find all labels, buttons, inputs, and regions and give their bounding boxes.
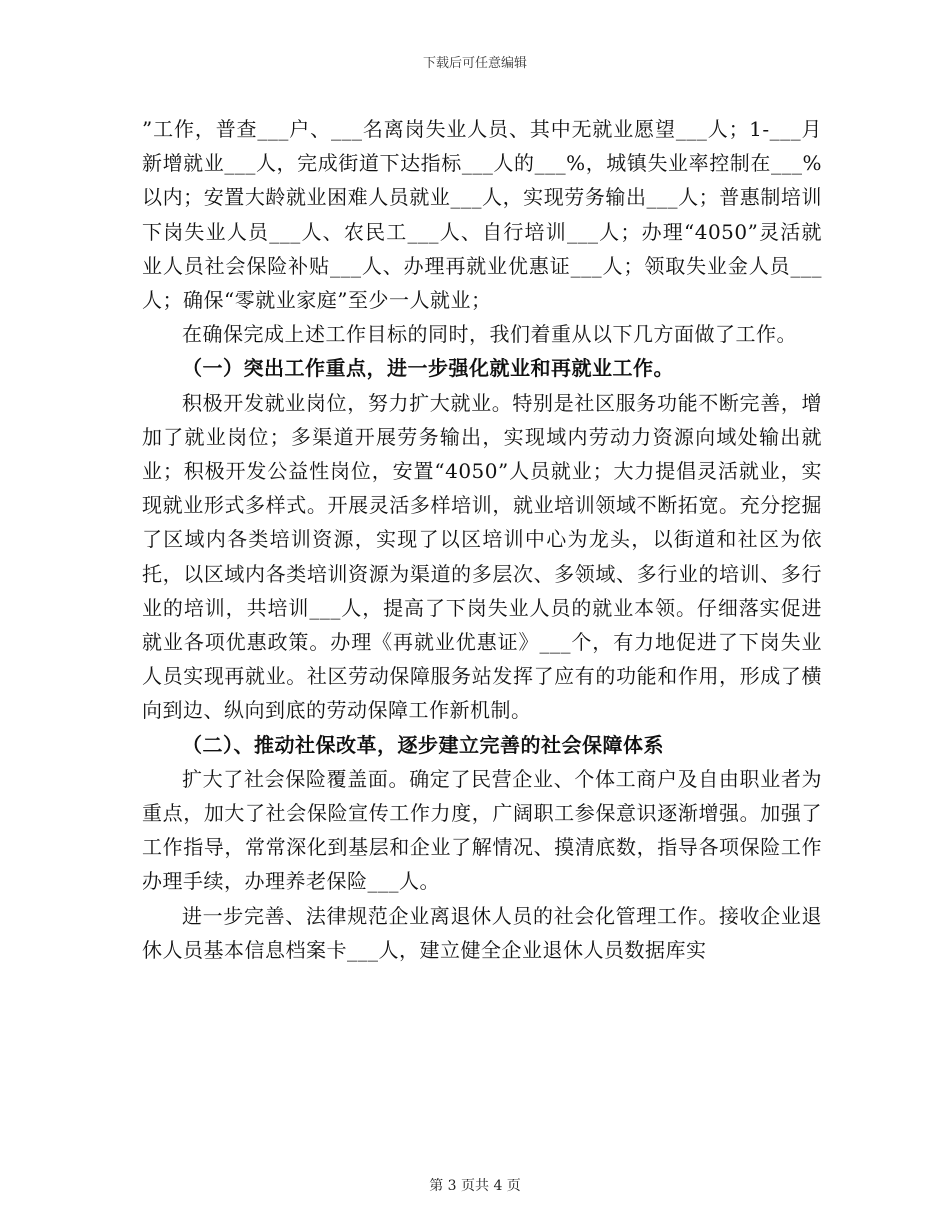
section-heading-employment: （一）突出工作重点，进一步强化就业和再就业工作。: [182, 356, 674, 381]
paragraph-retiree-management: 进一步完善、法律规范企业离退休人员的社会化管理工作。接收企业退休人员基本信息档案卡___人，建立健全企业退休人员数据库实: [142, 903, 822, 962]
document-body: [142, 112, 822, 967]
paragraph-employment: 积极开发就业岗位，努力扩大就业。特别是社区服务功能不断完善，增加了就业岗位；多渠道开展劳务输出，实现域内劳动力资源向域处输出就业；积极开发公益性岗位，安置“4050”人员就业；大力提倡灵活就业，实现就业形式多样式。开展灵活多样培训，就业培训领域不断拓宽。充分挖掘了区域内各类培训资源，实现了以区培训中心为龙头，以街道和社区为依托，以区域内各类培训资源为渠道的多层次、多领域、多行业的培训、多行业的培训，共培训___人，提高了下岗失业人员的就业本领。仔细落实促进就业各项优惠政策。办理《再就业优惠证》___个，有力地促进了下岗失业人员实现再就业。社区劳动保障服务站发挥了应有的功能和作用，形成了横向到边、纵向到底的劳动保障工作新机制。: [142, 390, 822, 723]
paragraph-insurance-coverage: 扩大了社会保险覆盖面。确定了民营企业、个体工商户及自由职业者为重点，加大了社会保险宣传工作力度，广阔职工参保意识逐渐增强。加强了工作指导，常常深化到基层和企业了解情况、摸清底数，指导各项保险工作办理手续，办理养老保险___人。: [142, 766, 822, 894]
paragraph-work-intro: 在确保完成上述工作目标的同时，我们着重从以下几方面做了工作。: [182, 322, 797, 347]
section-heading-social-security: （二）、推动社保改革，逐步建立完善的社会保障体系: [182, 732, 664, 757]
paragraph-work-statistics: ”工作，普查___户、___名离岗失业人员、其中无就业愿望___人；1-___月新增就业___人，完成街道下达指标___人的___%，城镇失业率控制在___%以内；安置大龄就业困难人员就业___人，实现劳务输出___人；普惠制培训下岗失业人员___人、农民工___人、自行培训___人；办理“4050”灵活就业人员社会保险补贴___人、办理再就业优惠证___人；领取失业金人员___人；确保“零就业家庭”至少一人就业；: [142, 117, 822, 313]
page-number: 第 3 页共 4 页: [429, 1178, 521, 1194]
page-header: 下载后可任意编辑: [422, 56, 527, 71]
